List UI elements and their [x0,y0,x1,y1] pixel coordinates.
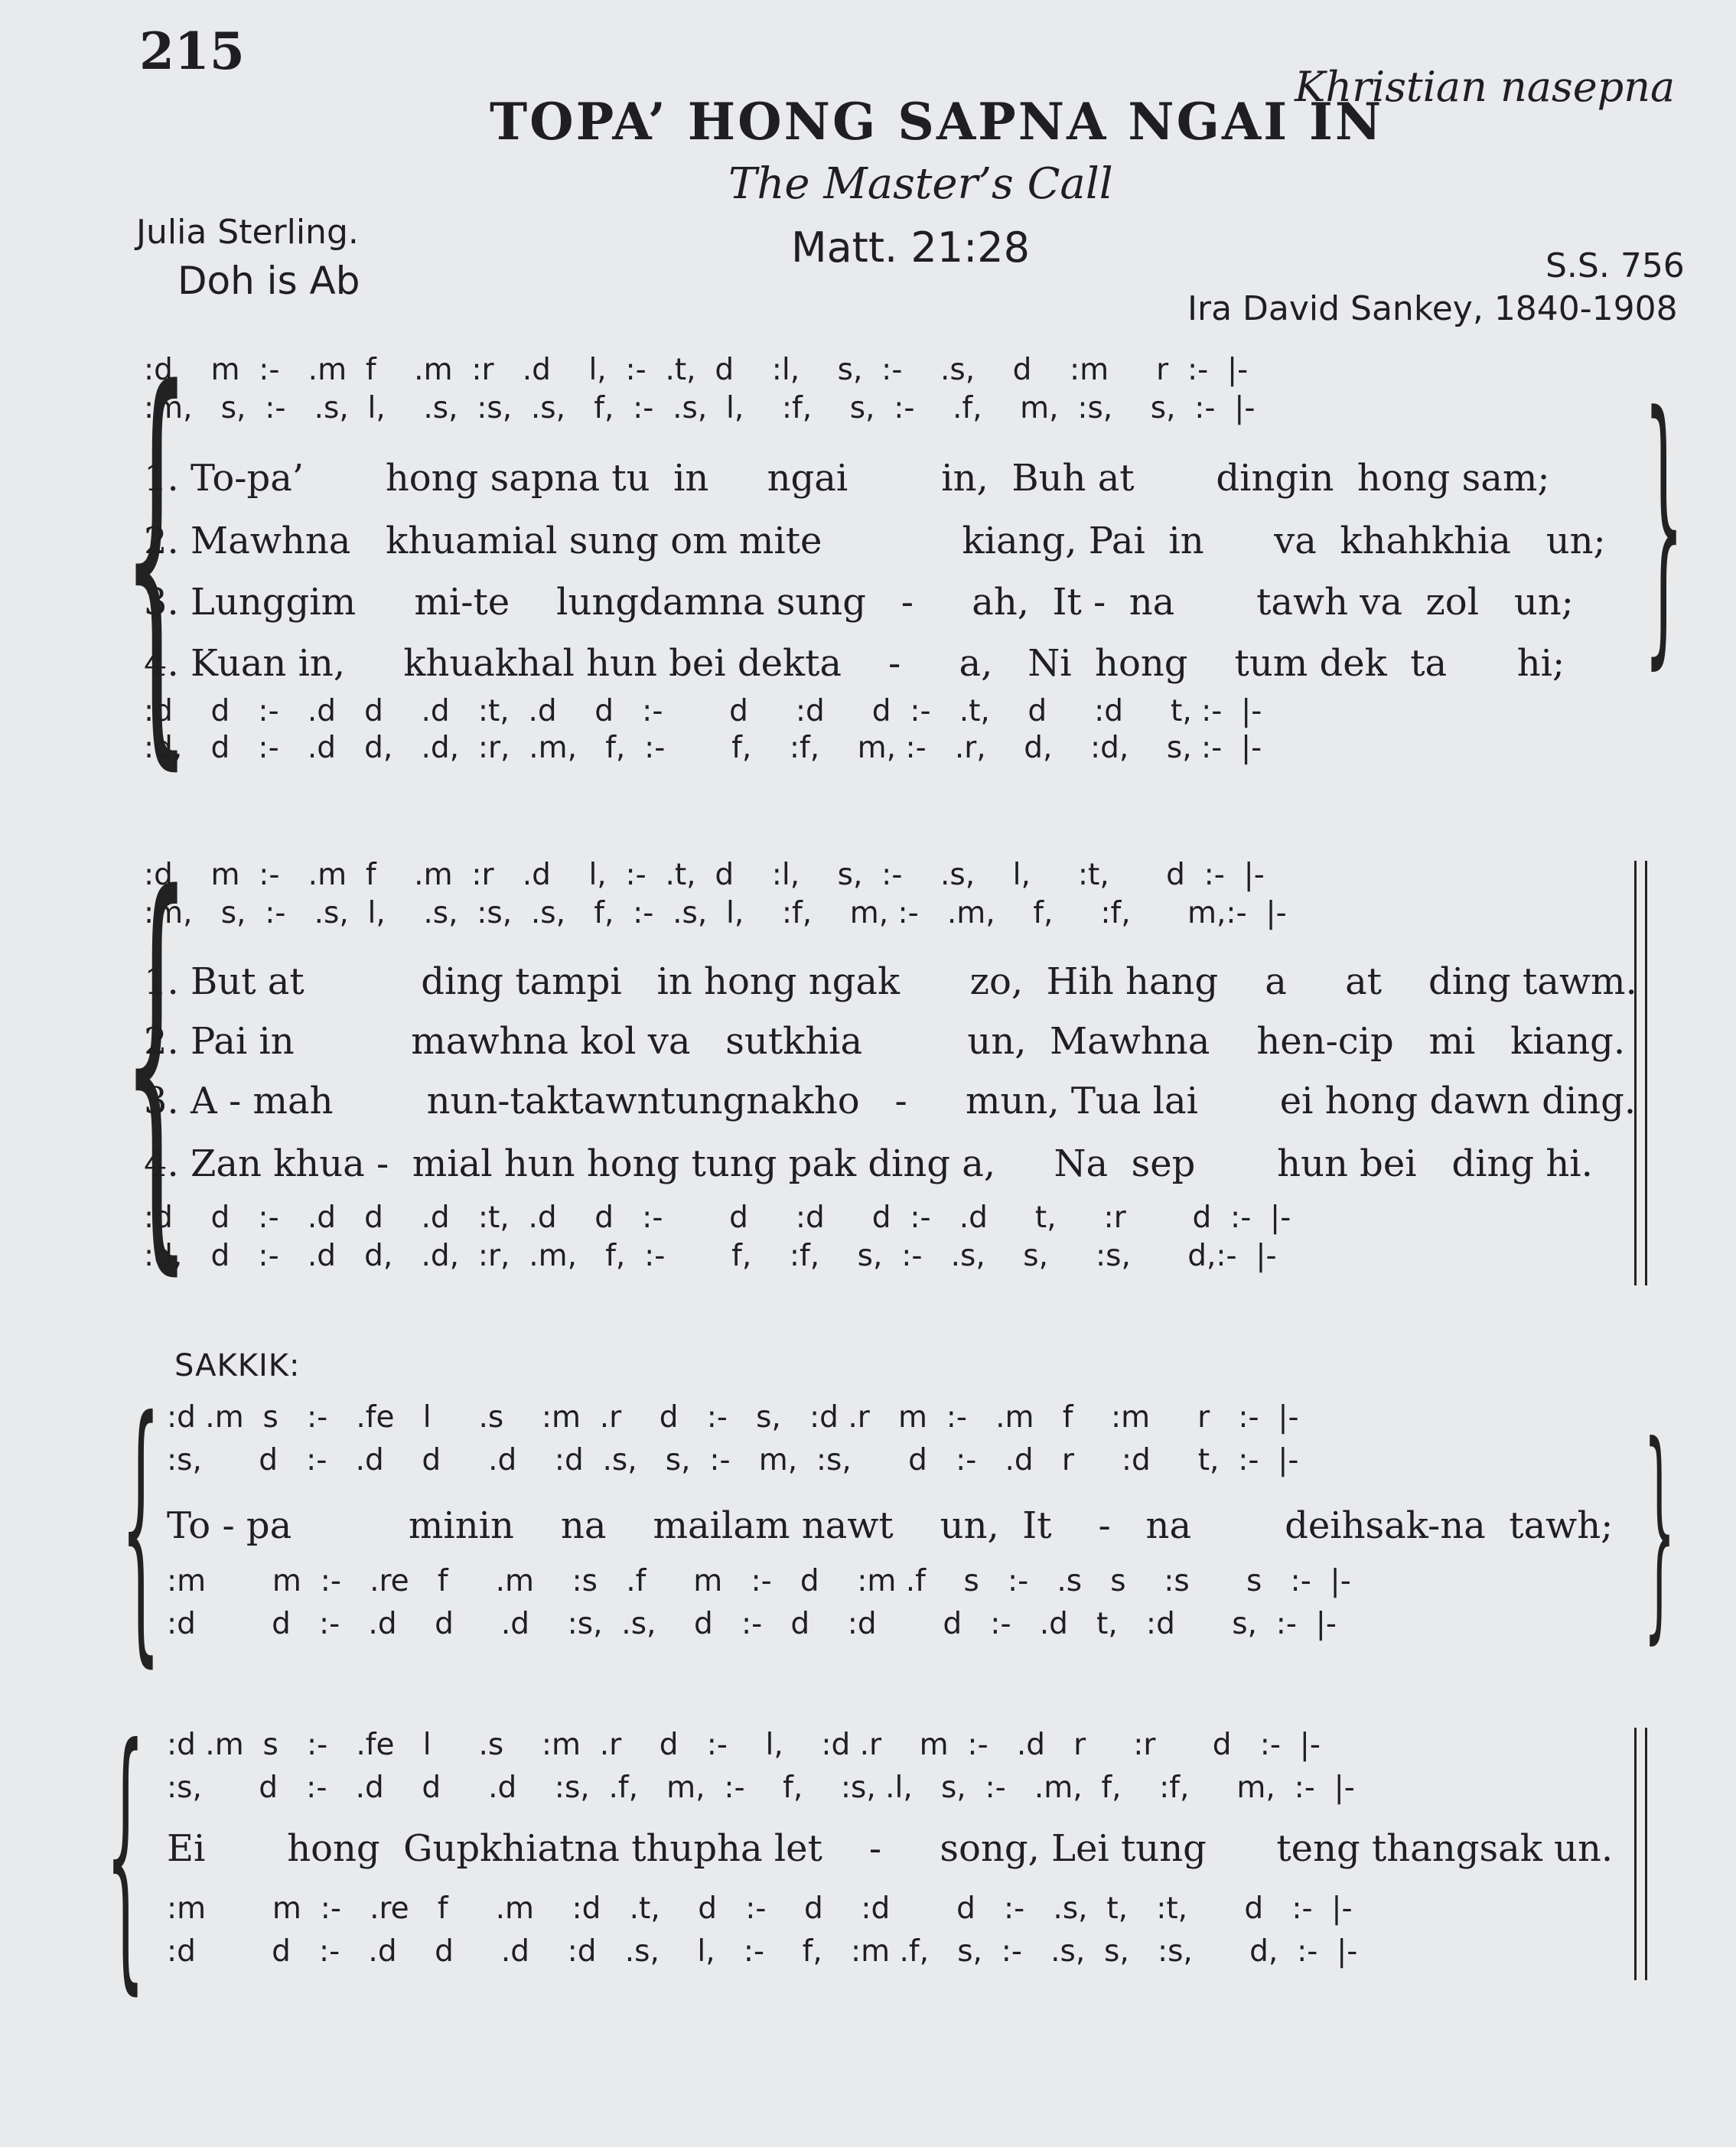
lower-notes-1: :d d :- .d d .d :t, .d d :- d :d d :- .t, d :d t, :- |- [144,694,1262,728]
lower-notes-2: :d, d :- .d d, .d, :r, .m, f, :- f, :f, m, :- .r, d, :d, s, :- |- [144,731,1262,765]
lower-notes-2: :d d :- .d d .d :s, .s, d :- d :d d :- .d t, :d s, :- |- [167,1607,1337,1641]
upper-notes-1: :d m :- .m f .m :r .d l, :- .t, d :l, s, :- .s, l, :t, d :- |- [144,858,1265,892]
hymn-subtitle: The Master’s Call [728,159,1113,209]
upper-notes-1: :d .m s :- .fe l .s :m .r d :- l, :d .r m :- .d r :r d :- |- [167,1728,1321,1762]
lower-notes-2: :d d :- .d d .d :d .s, l, :- f, :m .f, s, :- .s, s, :s, d, :- |- [167,1934,1358,1969]
upper-notes-1: :d .m s :- .fe l .s :m .r d :- s, :d .r m :- .m f :m r :- |- [167,1400,1299,1435]
refrain-lyric: Ei hong Gupkhiatna thupha let - song, Lei tung teng thangsak un. [167,1827,1614,1870]
lower-notes-1: :d d :- .d d .d :t, .d d :- d :d d :- .d t, :r d :- |- [144,1201,1291,1235]
system-4 [106,1689,1666,2018]
verse-4-lyric: 4. Kuan in, khuakhal hun bei dekta - a, Ni hong tum dek ta hi; [144,642,1565,685]
left-brace: { [122,810,191,1309]
verse-1-lyric: 1. But at ding tampi in hong ngak zo, Hih hang a at ding tawm. [144,960,1637,1003]
hymn-category: Khristian nasepna [1295,63,1676,111]
double-barline [1634,861,1637,1285]
right-brace: } [1643,1396,1676,1663]
upper-notes-2: :m, s, :- .s, l, .s, :s, .s, f, :- .s, l, :f, m, :- .m, f, :f, m,:- |- [144,896,1287,930]
upper-notes-2: :s, d :- .d d .d :d .s, s, :- m, :s, d :- .d r :d t, :- |- [167,1443,1299,1477]
refrain-label: SAKKIK: [174,1348,301,1383]
left-brace: { [122,305,191,804]
upper-notes-1: :d m :- .m f .m :r .d l, :- .t, d :l, s, :- .s, d :m r :- |- [144,353,1249,387]
lower-notes-2: :d, d :- .d d, .d, :r, .m, f, :- f, :f, s, :- .s, s, :s, d,:- |- [144,1239,1277,1273]
key-signature: Doh is Ab [178,259,360,303]
left-brace: { [106,1689,145,2018]
double-barline [1634,1728,1637,1980]
left-brace: { [121,1362,161,1691]
hymn-title: TOPA’ HONG SAPNA NGAI IN [490,92,1384,151]
verse-2-lyric: 2. Pai in mawhna kol va sutkhia un, Mawhna hen-cip mi kiang. [144,1020,1626,1063]
verse-2-lyric: 2. Mawhna khuamial sung om mite kiang, Pai in va khahkhia un; [144,520,1606,562]
double-barline [1645,861,1647,1285]
composer: Ira David Sankey, 1840-1908 [1187,289,1678,328]
verse-1-lyric: 1. To-pa’ hong sapna tu in ngai in, Buh at dingin hong sam; [144,457,1550,500]
refrain-lyric: To - pa minin na mailam nawt un, It - na deihsak-na tawh; [167,1504,1614,1547]
lyric-author: Julia Sterling. [136,213,359,252]
ss-number: S.S. 756 [1545,246,1685,285]
double-barline [1645,1728,1647,1980]
verse-4-lyric: 4. Zan khua - mial hun hong tung pak ding a, Na sep hun bei ding hi. [144,1142,1593,1185]
lower-notes-1: :m m :- .re f .m :d .t, d :- d :d d :- .s, t, :t, d :- |- [167,1891,1353,1926]
upper-notes-2: :s, d :- .d d .d :s, .f, m, :- f, :s, .l, s, :- .m, f, :f, m, :- |- [167,1771,1355,1805]
upper-notes-2: :m, s, :- .s, l, .s, :s, .s, f, :- .s, l, :f, s, :- .f, m, :s, s, :- |- [144,391,1256,425]
verse-3-lyric: 3. Lunggim mi-te lungdamna sung - ah, It - na tawh va zol un; [144,581,1574,624]
right-brace: } [1643,354,1685,693]
lower-notes-1: :m m :- .re f .m :s .f m :- d :m .f s :- .s s :s s :- |- [167,1564,1351,1598]
scripture-reference: Matt. 21:28 [791,223,1030,272]
verse-3-lyric: 3. A - mah nun-taktawntungnakho - mun, Tua lai ei hong dawn ding. [144,1080,1637,1122]
hymn-number: 215 [139,21,245,81]
system-2 [122,810,1666,1309]
